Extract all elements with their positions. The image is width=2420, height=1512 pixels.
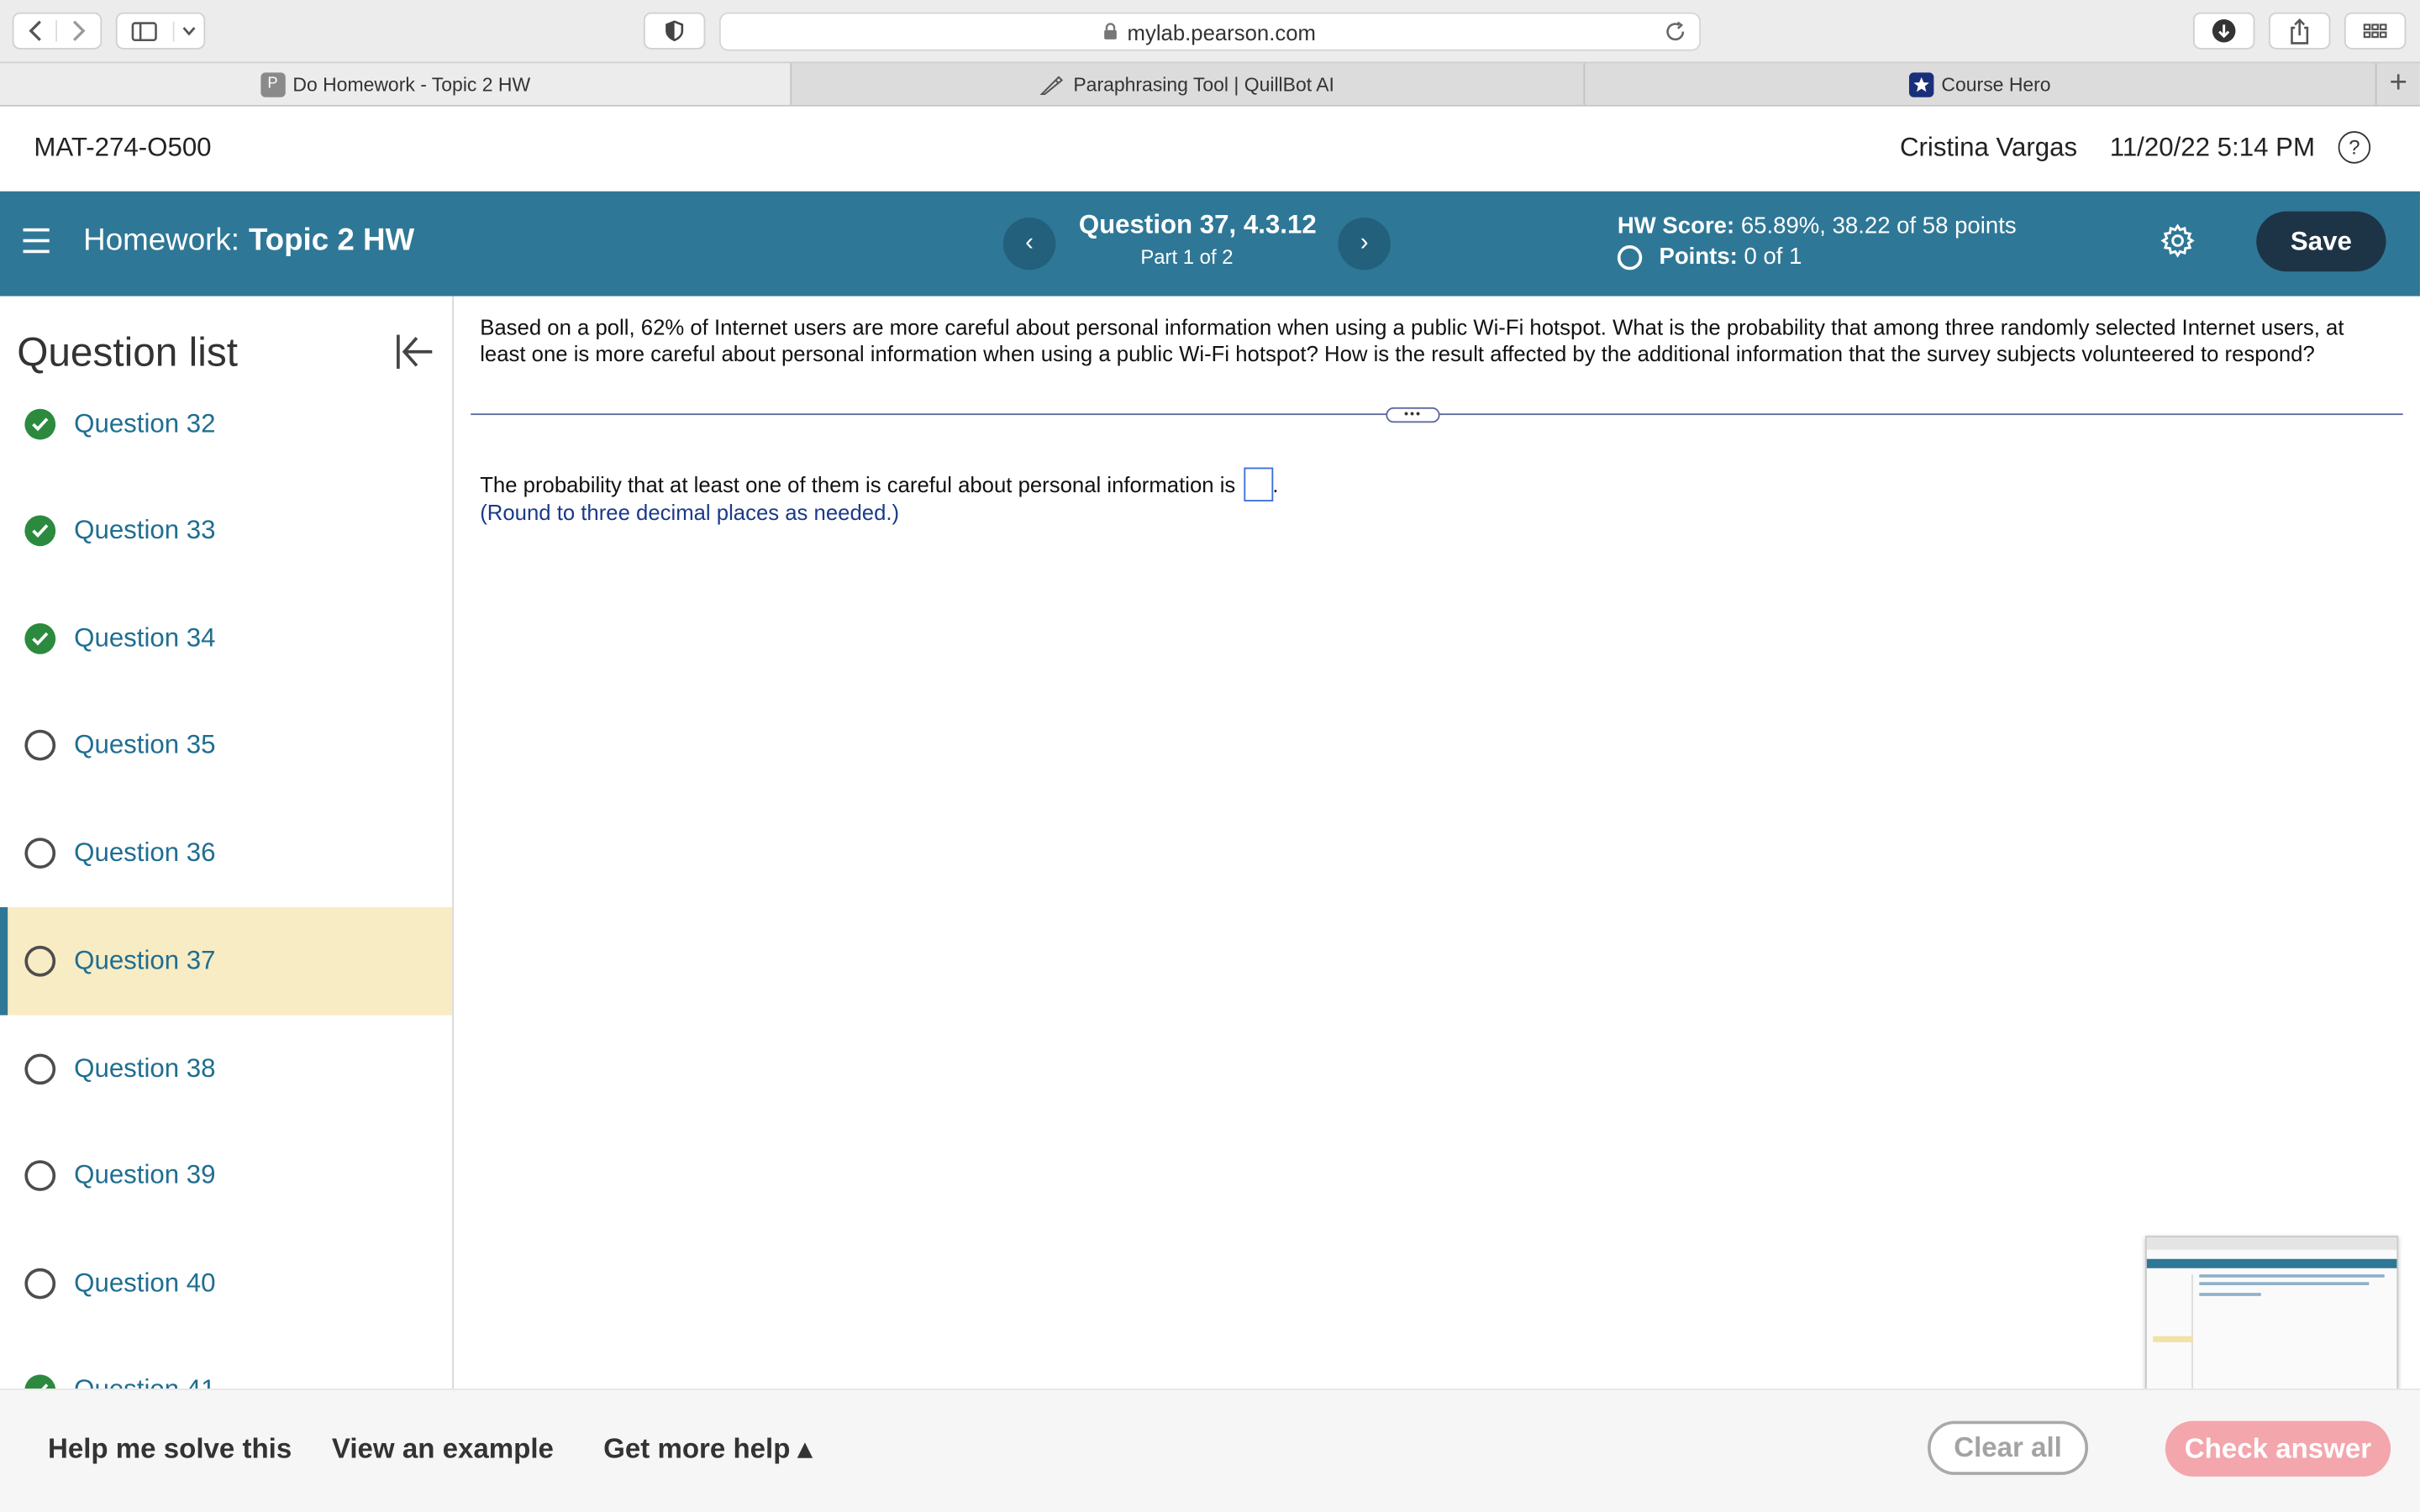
- unanswered-circle-icon: [24, 730, 55, 761]
- tab-label: Paraphrasing Tool | QuillBot AI: [1073, 73, 1334, 95]
- question-item-34[interactable]: [0, 585, 452, 693]
- homework-prefix: Homework:: [83, 223, 239, 258]
- question-label: Question 37: [74, 945, 216, 975]
- answer-suffix: .: [1272, 472, 1279, 497]
- privacy-shield-icon[interactable]: [644, 13, 705, 50]
- question-item-36[interactable]: [0, 799, 452, 907]
- hw-score-label: HW Score:: [1617, 213, 1735, 239]
- unanswered-circle-icon: [24, 1268, 55, 1299]
- downloads-icon[interactable]: [2193, 13, 2254, 50]
- thumbnail-highlight: [2153, 1336, 2193, 1342]
- forward-icon[interactable]: [57, 20, 100, 42]
- question-item-40[interactable]: [0, 1230, 452, 1338]
- unanswered-circle-icon: [24, 946, 55, 977]
- question-item-39[interactable]: [0, 1121, 452, 1230]
- question-label: Question 36: [74, 837, 216, 868]
- question-label: Question 39: [74, 1160, 216, 1190]
- question-text: Based on a poll, 62% of Internet users are more careful about personal information when using a public Wi-Fi hotspot. What is the probability that among three randomly selected Internet users, at least one is more careful about personal information when using a public Wi-Fi hotspot? How is the result affected by the additional information that the survey subjects volunteered to respond?: [480, 314, 2344, 366]
- question-item-32[interactable]: [0, 370, 452, 479]
- check-answer-button[interactable]: Check answer: [2165, 1421, 2391, 1477]
- tab-course-hero[interactable]: [1585, 63, 2377, 105]
- thumbnail-sidebar: [2153, 1274, 2193, 1389]
- chevron-down-icon[interactable]: [174, 26, 203, 35]
- help-icon[interactable]: ?: [2338, 131, 2371, 164]
- menu-icon[interactable]: [24, 228, 50, 253]
- pane-resize-handle[interactable]: •••: [1386, 407, 1439, 423]
- help-me-solve-button[interactable]: Help me solve this: [47, 1433, 292, 1465]
- user-name[interactable]: Cristina Vargas: [1899, 132, 2078, 162]
- star-icon: [1909, 71, 1933, 96]
- address-bar[interactable]: [719, 13, 1701, 51]
- save-button[interactable]: Save: [2256, 212, 2386, 272]
- quill-icon: [1041, 71, 1065, 96]
- get-more-help-button[interactable]: Get more help ▴: [603, 1433, 813, 1465]
- sidebar-toggle-icon[interactable]: [118, 21, 174, 41]
- screenshot-thumbnail[interactable]: [2145, 1236, 2398, 1396]
- hw-score: [1618, 213, 2017, 239]
- question-item-33[interactable]: [0, 477, 452, 585]
- thumbnail-text-line: [2199, 1282, 2369, 1285]
- answer-input[interactable]: [1243, 468, 1272, 501]
- next-question-button[interactable]: ›: [1338, 218, 1390, 270]
- history-nav-group: [13, 13, 103, 50]
- tab-label: Course Hero: [1941, 73, 2051, 95]
- gear-icon[interactable]: [2160, 223, 2194, 265]
- check-icon: [24, 623, 55, 654]
- thumbnail-bar: [2147, 1259, 2397, 1268]
- question-part: Part 1 of 2: [1140, 245, 1234, 269]
- question-item-38[interactable]: [0, 1016, 452, 1124]
- question-list-title: Question list: [17, 328, 238, 375]
- pearson-favicon-icon: P: [260, 71, 285, 96]
- bottom-action-bar: [0, 1389, 2420, 1512]
- homework-bar: [0, 192, 2420, 297]
- answer-line: [480, 468, 1278, 501]
- check-icon: [24, 409, 55, 440]
- new-tab-button[interactable]: [2377, 63, 2420, 105]
- points-value: 0 of 1: [1744, 244, 1802, 270]
- browser-toolbar: [0, 0, 2420, 61]
- share-icon[interactable]: [2269, 13, 2330, 50]
- unanswered-circle-icon: [24, 1053, 55, 1084]
- question-label: Question 33: [74, 515, 216, 545]
- question-item-35[interactable]: [0, 691, 452, 800]
- plus-icon: +: [2389, 66, 2407, 101]
- tab-do-homework[interactable]: [0, 63, 792, 105]
- question-label: Question 38: [74, 1053, 216, 1084]
- points: [1618, 244, 1802, 270]
- question-item-37-current[interactable]: [0, 907, 452, 1016]
- back-icon[interactable]: [14, 20, 57, 42]
- question-label: Question 32: [74, 408, 216, 438]
- browser-tabs: [0, 61, 2420, 106]
- clear-all-button[interactable]: Clear all: [1928, 1421, 2088, 1475]
- question-label: Question 35: [74, 729, 216, 759]
- question-label: Question 40: [74, 1268, 216, 1298]
- thumbnail-chrome: [2147, 1237, 2397, 1250]
- url-text: mylab.pearson.com: [1127, 18, 1316, 45]
- tab-label: Do Homework - Topic 2 HW: [292, 73, 531, 95]
- unanswered-circle-icon: [24, 837, 55, 869]
- thumbnail-text-line: [2199, 1293, 2260, 1296]
- homework-title: [83, 223, 414, 259]
- points-status-icon: [1618, 244, 1642, 269]
- thumbnail-text-line: [2199, 1274, 2384, 1278]
- sidebar-toggle-group: [116, 13, 206, 50]
- tab-quillbot[interactable]: [792, 63, 1585, 105]
- previous-question-button[interactable]: ‹: [1003, 218, 1055, 270]
- points-label: Points:: [1659, 244, 1738, 270]
- site-header: [0, 107, 2420, 192]
- current-datetime: 11/20/22 5:14 PM: [2109, 132, 2315, 162]
- lock-icon: [1104, 19, 1118, 44]
- view-example-button[interactable]: View an example: [331, 1433, 554, 1465]
- answer-prompt: The probability that at least one of them is careful about personal information is: [480, 472, 1236, 497]
- rounding-instruction: (Round to three decimal places as needed.): [480, 500, 900, 525]
- homework-name: Topic 2 HW: [248, 223, 415, 258]
- check-icon: [24, 515, 55, 546]
- hw-score-value: 65.89%, 38.22 of 58 points: [1740, 213, 2017, 239]
- unanswered-circle-icon: [24, 1160, 55, 1191]
- reload-icon[interactable]: [1664, 20, 1687, 48]
- tab-overview-icon[interactable]: [2344, 13, 2406, 50]
- question-list-sidebar: [0, 297, 454, 1389]
- course-code: MAT-274-O500: [34, 132, 212, 162]
- question-content: [454, 297, 2420, 1389]
- question-title: Question 37, 4.3.12: [1078, 209, 1317, 239]
- question-label: Question 34: [74, 623, 216, 653]
